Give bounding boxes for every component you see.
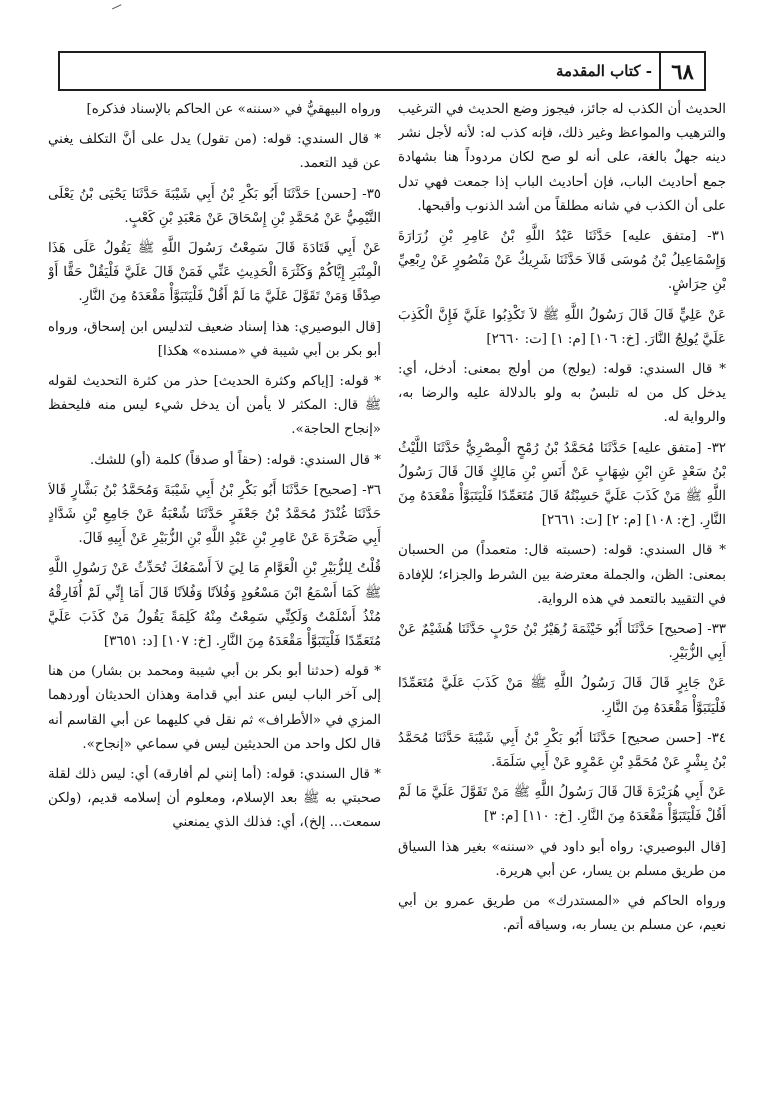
hadith-isnad: ٣٦- [صحيح] حَدَّثَنَا أَبُو بَكْرِ بْنُ أَبِي شَيْبَةَ وَمُحَمَّدُ بْنُ بَشَّارٍ قَالاَ حَدَّثَنَا غُنْدَرٌ مُحَمَّدُ بْنُ جَعْفَرٍ حَدَّثَنَا شُعْبَةُ عَنْ جَامِعِ بْنِ شَدَّادٍ أَبِي صَخْرَةَ عَنْ عَامِرِ بْنِ عَبْدِ اللَّهِ بْنِ الزُّبَيْرِ عَنْ أَبِيهِ قَالَ.	[48, 482, 381, 547]
hadith-matn: عَنْ أَبِي هُرَيْرَةَ قَالَ قَالَ رَسُولُ اللَّهِ ﷺ مَنْ تَقَوَّلَ عَلَيَّ مَا لَمْ أَقُلْ فَلْيَتَبَوَّأْ مَقْعَدَهُ مِنَ النَّارِ. [خ: ١١٠] [م: ٣]	[398, 785, 726, 825]
hadith-isnad: ٣٢- [متفق عليه] حَدَّثَنَا مُحَمَّدُ بْنُ رُمْحٍ الْمِصْرِيُّ حَدَّثَنَا اللَّيْثُ بْنُ سَعْدٍ عَنِ ابْنِ شِهَابٍ عَنْ أَنَسِ بْنِ مَالِكٍ قَالَ قَالَ رَسُولُ اللَّهِ ﷺ مَنْ كَذَبَ عَلَيَّ حَسِبْتُهُ قَالَ مُتَعَمِّدًا فَلْيَتَبَوَّأْ مَقْعَدَهُ مِنَ النَّارِ. [خ: ١٠٨] [م: ٢] [ت: ٢٦٦١]	[398, 440, 726, 529]
hadith-isnad: ٣٤- [حسن صحيح] حَدَّثَنَا أَبُو بَكْرِ بْنُ أَبِي شَيْبَةَ حَدَّثَنَا مُحَمَّدُ بْنُ بِشْرٍ عَنْ مُحَمَّدِ بْنِ عَمْرٍو عَنْ أَبِي سَلَمَةَ.	[398, 730, 726, 771]
commentary: * قال السندي: قوله: (يولج) من أولج بمعنى: أدخل، أي: يدخل كل من له تلبسٌ به ولو بالدلالة عليه والرضا به، والرواية له.	[398, 362, 726, 426]
scan-mark	[112, 4, 124, 15]
paragraph: الحديث أن الكذب له جائز، فيجوز وضع الحديث في الترغيب والترهيب والمواعظ وغير ذلك، فإنه كذب له: لأنه لأجل نشر دينه جهلٌ بالغة، على أنه لو صح لكان مردوداً هنا بشهادة جمع أحاديث الباب، فإن أحاديث الباب إذا جمعت فهي تدل على أن الكذب في شانه مطلقاً من أشد الذنوب وأقبحها.	[398, 102, 726, 214]
commentary: * قال السندي: قوله: (من تقول) يدل على أنَّ التكلف يغني عن قيد التعمد.	[48, 132, 381, 172]
commentary: * قوله (حدثنا أبو بكر بن أبي شيبة ومحمد بن بشار) من هنا إلى آخر الباب ليس عند أبي قدامة وهذان الحديثان أوردهما المزي في «الأطراف» ثم نقل في كليهما عن أبي القاسم أنه قال لكل واحد من الحديثين ليس في سماعي «إنجاح».	[48, 664, 381, 752]
page-header	[58, 51, 706, 91]
running-title: - كتاب المقدمة	[556, 62, 652, 80]
hadith-isnad: ٣١- [متفق عليه] حَدَّثَنَا عَبْدُ اللَّهِ بْنُ عَامِرِ بْنِ زُرَارَةَ وَإِسْمَاعِيلُ بْنُ مُوسَى قَالاَ حَدَّثَنَا شَرِيكٌ عَنْ مَنْصُورٍ عَنْ رِبْعِيِّ بْنِ حِرَاشٍ.	[398, 229, 726, 293]
commentary: * قال السندي: قوله: (حقاً أو صدقاً) كلمة (أو) للشك.	[89, 452, 381, 468]
page-number: ٦٨	[659, 53, 704, 89]
commentary: ورواه البيهقيُّ في «سننه» عن الحاكم بالإسناد فذكره]	[86, 102, 381, 117]
right-column	[398, 98, 726, 1098]
commentary: * قال السندي: قوله: (أما إنني لم أفارقه) أي: ليس ذلك لقلة صحبتي به ﷺ بعد الإسلام، ومعلوم أن إسلامه قديم، (ولكن سمعت... إلخ)، أي: فذلك الذي يمنعني	[48, 767, 381, 831]
hadith-isnad: ٣٣- [صحيح] حَدَّثَنَا أَبُو خَيْثَمَةَ زُهَيْرُ بْنُ حَرْبٍ حَدَّثَنَا هُشَيْمٌ عَنْ أَبِي الزُّبَيْرِ.	[398, 622, 726, 662]
hadith-isnad: ٣٥- [حسن] حَدَّثَنَا أَبُو بَكْرِ بْنُ أَبِي شَيْبَةَ حَدَّثَنَا يَحْيَى بْنُ يَعْلَى التَّيْمِيُّ عَنْ مُحَمَّدِ بْنِ إِسْحَاقَ عَنْ مَعْبَدِ بْنِ كَعْبٍ.	[48, 186, 381, 226]
commentary: [قال البوصيري: هذا إسناد ضعيف لتدليس ابن إسحاق، ورواه أبو بكر بن أبي شيبة في «مسنده» هكذا]	[48, 319, 381, 359]
hadith-matn: عَنْ جَابِرٍ قَالَ قَالَ رَسُولُ اللَّهِ ﷺ مَنْ كَذَبَ عَلَيَّ مُتَعَمِّدًا فَلْيَتَبَوَّأْ مَقْعَدَهُ مِنَ النَّارِ.	[398, 676, 726, 716]
hadith-matn: قُلْتُ لِلزُّبَيْرِ بْنِ الْعَوَّامِ مَا لِيَ لاَ أَسْمَعُكَ تُحَدِّثُ عَنْ رَسُولِ اللَّهِ ﷺ كَمَا أَسْمَعُ ابْنَ مَسْعُودٍ وَفُلاَنًا وَفُلاَنًا قَالَ أَمَا إِنِّي لَمْ أُفَارِقْهُ مُنْذُ أَسْلَمْتُ وَلَكِنِّي سَمِعْتُ مِنْهُ كَلِمَةً يَقُولُ مَنْ كَذَبَ عَلَيَّ مُتَعَمِّدًا فَلْيَتَبَوَّأْ مَقْعَدَهُ مِنَ النَّارِ. [خ: ١٠٧] [د: ٣٦٥١]	[48, 561, 381, 650]
commentary: * قال السندي: قوله: (حسبته قال: متعمداً) من الحسبان بمعنى: الظن، والجملة معترضة بين الشرط والجزاء؛ للإفادة في التقييد بالتعمد في هذه الرواية.	[398, 543, 726, 607]
hadith-matn: عَنْ عَلِيٍّ قَالَ قَالَ رَسُولُ اللَّهِ ﷺ لاَ تَكْذِبُوا عَلَيَّ فَإِنَّ الْكَذِبَ عَلَيَّ يُولِجُ النَّارَ. [خ: ١٠٦] [م: ١] [ت: ٢٦٦٠]	[398, 307, 726, 347]
commentary: * قوله: [إياكم وكثرة الحديث] حذر من كثرة التحديث لقوله ﷺ قال: المكثر لا يأمن أن يدخل شيء ليس منه فليحفظ «إنجاح الحاجة».	[48, 374, 381, 438]
left-column	[48, 98, 381, 1098]
commentary: [قال البوصيري: رواه أبو داود في «سننه» بغير هذا السياق من طريق مسلم بن يسار، عن أبي هريرة.	[398, 839, 726, 879]
commentary: ورواه الحاكم في «المستدرك» من طريق عمرو بن أبي نعيم، عن مسلم بن يسار به، وسياقه أتم.	[398, 894, 726, 934]
hadith-matn: عَنْ أَبِي قَتَادَةَ قَالَ سَمِعْتُ رَسُولَ اللَّهِ ﷺ يَقُولُ عَلَى هَذَا الْمِنْبَرِ إِيَّاكُمْ وَكَثْرَةَ الْحَدِيثِ عَنِّي فَمَنْ قَالَ عَلَيَّ فَلْيَقُلْ حَقًّا أَوْ صِدْقًا وَمَنْ تَقَوَّلَ عَلَيَّ مَا لَمْ أَقُلْ فَلْيَتَبَوَّأْ مَقْعَدَهُ مِنَ النَّارِ.	[48, 241, 381, 305]
